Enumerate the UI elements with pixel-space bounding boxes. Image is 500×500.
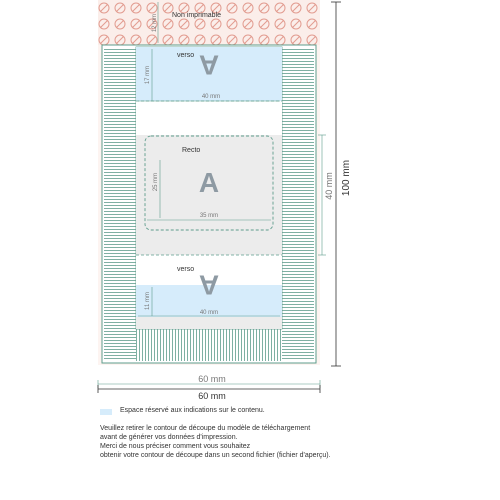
left-stripe-panel bbox=[104, 47, 136, 361]
dim-25-label: 25 mm bbox=[153, 172, 159, 192]
dim-17-label: 17 mm bbox=[145, 65, 151, 85]
dim-100-label: 100 mm bbox=[341, 159, 352, 197]
verso-top-label: verso bbox=[177, 52, 195, 59]
bottom-stripe-panel bbox=[136, 329, 282, 361]
dim-40-right-label: 40 mm bbox=[324, 172, 334, 200]
dim-40-top-label: 40 mm bbox=[201, 94, 221, 100]
non-printable-area bbox=[98, 0, 320, 45]
dim-60-inner-label: 60 mm bbox=[198, 374, 226, 384]
note-line-4: obtenir votre contour de découpe dans un second fichier (fichier d'aperçu). bbox=[100, 452, 331, 459]
dim-11-label: 11 mm bbox=[145, 292, 151, 310]
dim-35-label: 35 mm bbox=[199, 213, 219, 219]
note-line-2: avant de générer vos données d'impression. bbox=[100, 434, 238, 441]
right-stripe-panel bbox=[282, 47, 314, 361]
verso-bottom-label: verso bbox=[177, 266, 195, 273]
verso-bottom-letter: A bbox=[198, 269, 220, 301]
verso-top-letter: A bbox=[198, 49, 220, 81]
recto-label: Recto bbox=[182, 147, 201, 154]
dim-60-outer-label: 60 mm bbox=[198, 391, 226, 401]
dim-12-label: 12 mm bbox=[152, 13, 158, 33]
dim-40-bottom-label: 40 mm bbox=[199, 310, 219, 316]
note-line-1: Veuillez retirer le contour de découpe du modèle de téléchargement bbox=[100, 425, 311, 432]
legend-text: Espace réservé aux indications sur le contenu. bbox=[120, 407, 265, 414]
note-line-3: Merci de nous préciser comment vous souhaitez bbox=[100, 443, 251, 450]
legend-swatch bbox=[100, 409, 112, 415]
non-printable-label: Non imprimable bbox=[172, 12, 222, 19]
recto-letter: A bbox=[198, 167, 220, 198]
